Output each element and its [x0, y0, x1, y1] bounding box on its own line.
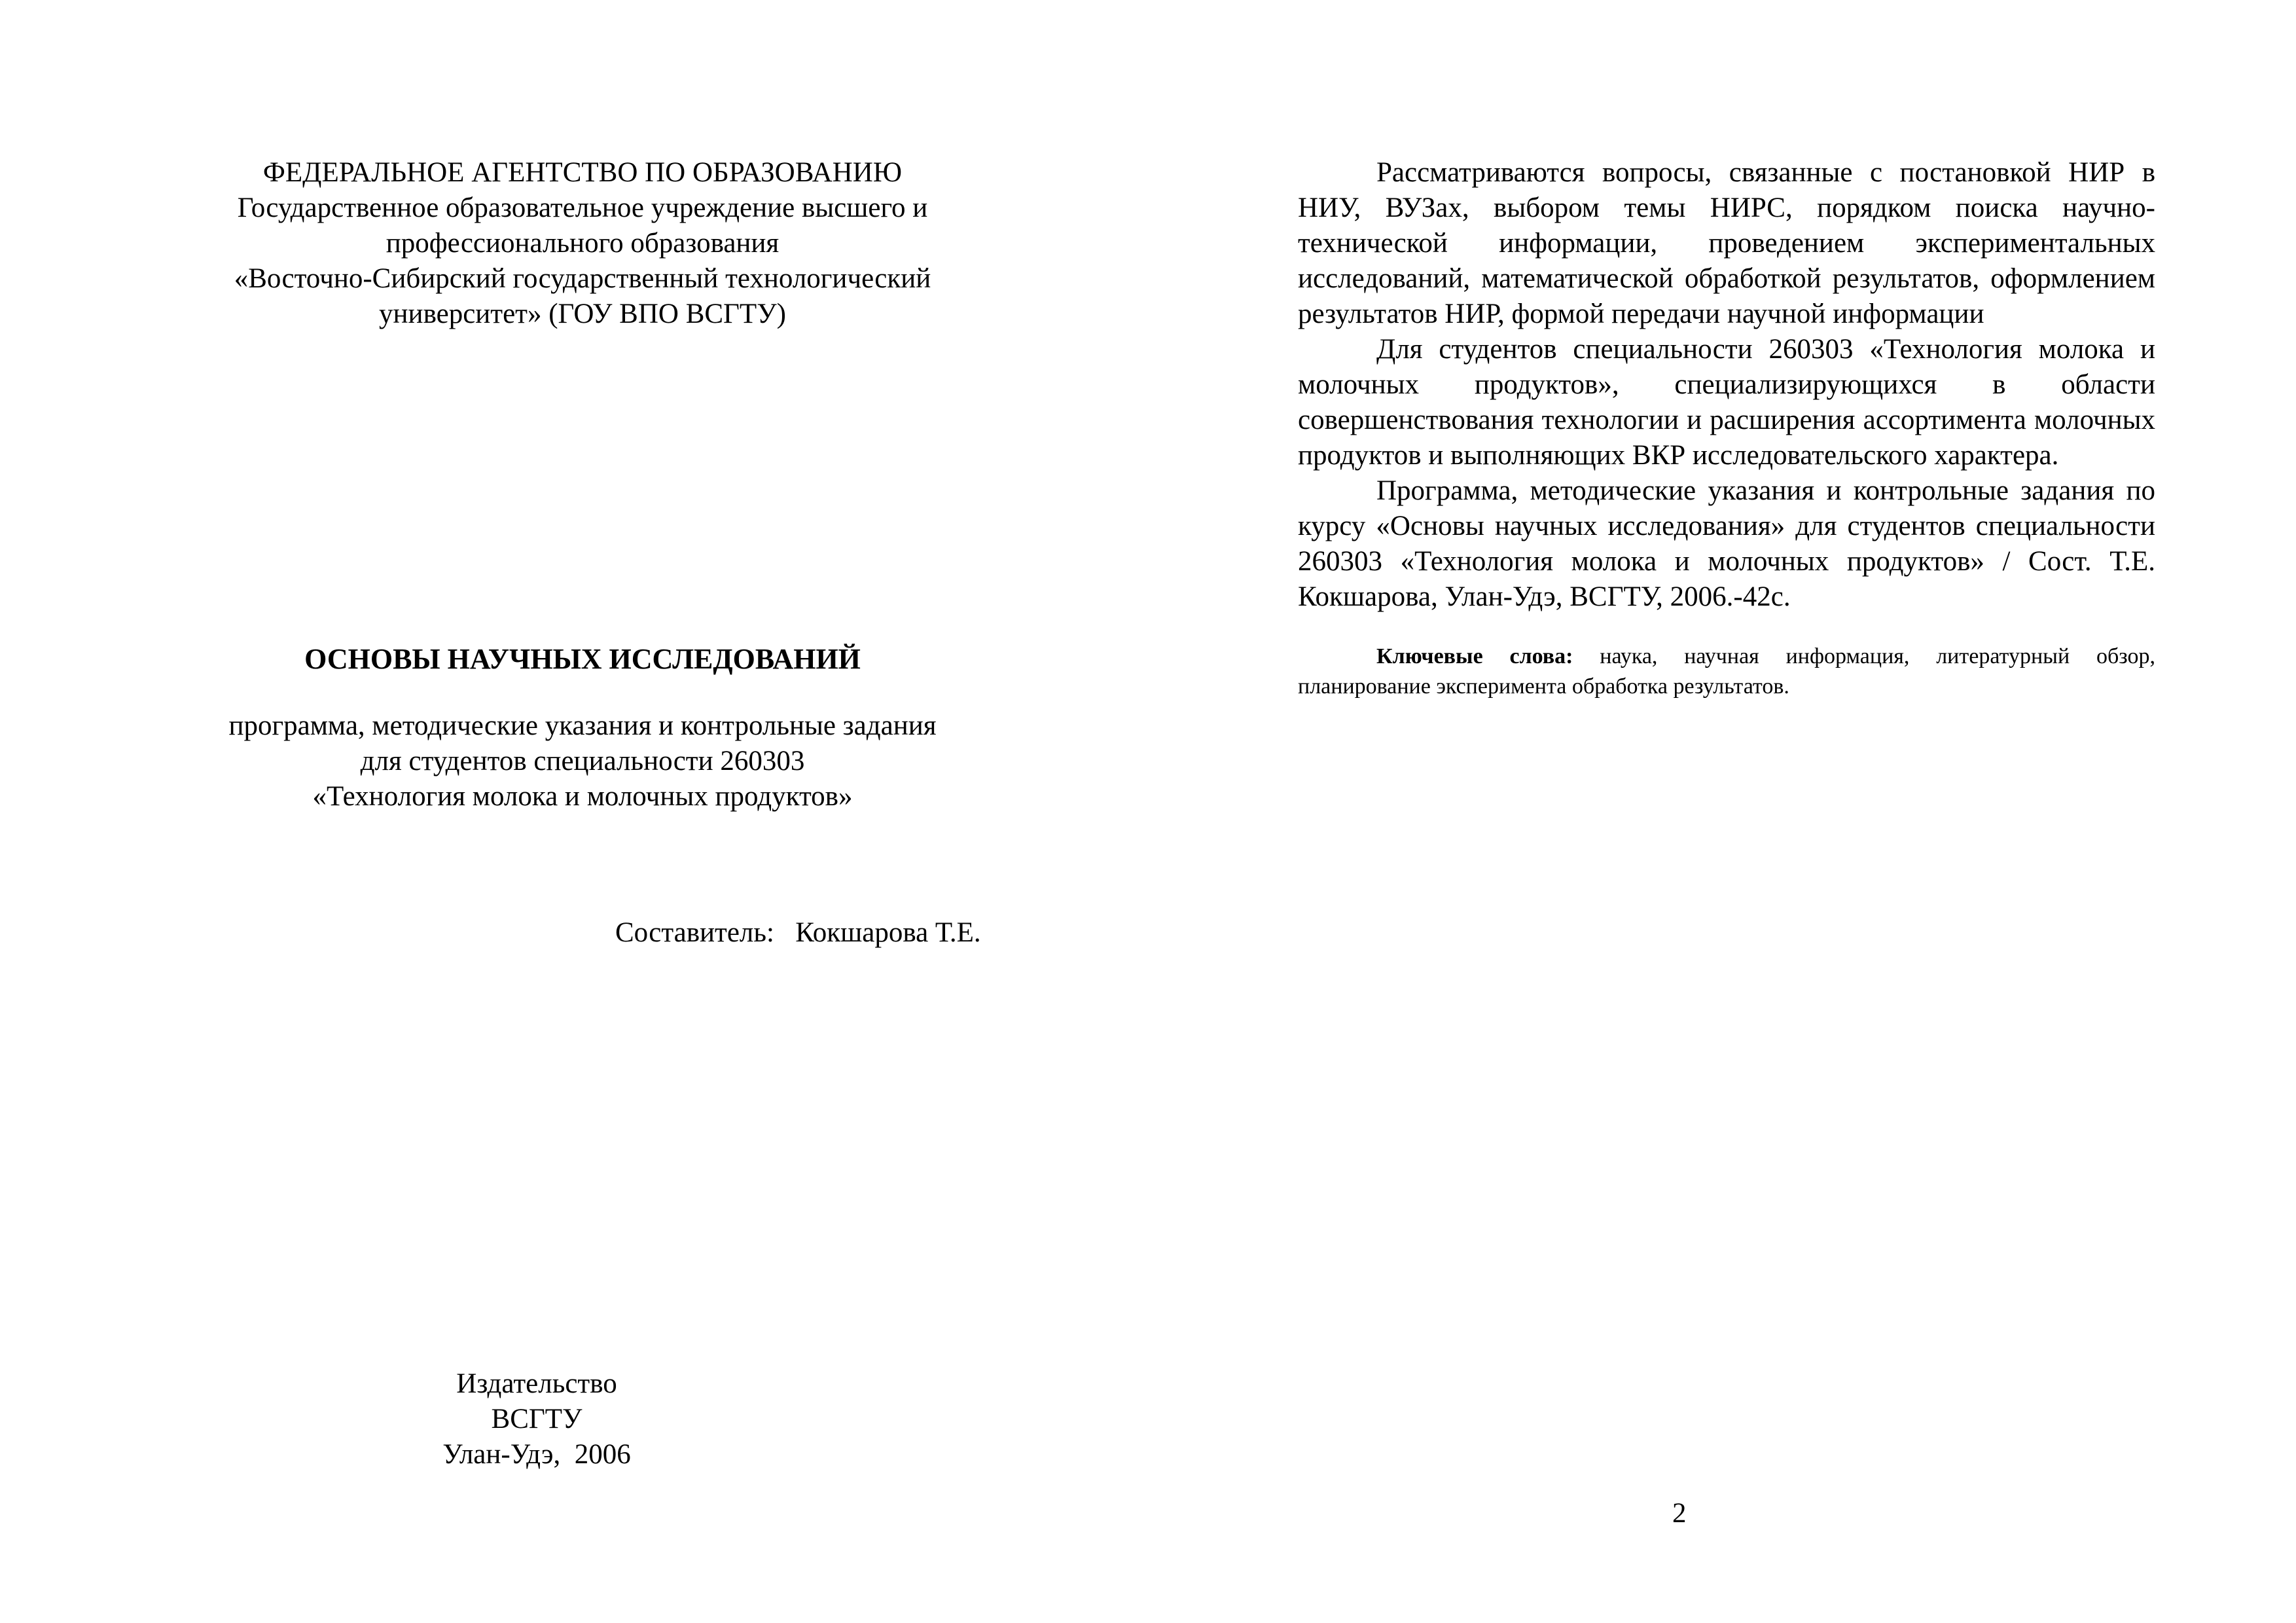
keywords-text: наука, научная информация, литературный обзор, планирование эксперимента обработка результатов. [1298, 644, 2156, 699]
city-year: Улан-Удэ, 2006 [442, 1439, 631, 1470]
abstract [1298, 155, 2155, 615]
institution-line-1: Государственное образовательное учреждение высшего и [237, 192, 928, 223]
abstract-paragraph: Для студентов специальности 260303 «Технология молока и молочных продуктов», специализирующихся в области совершенствования технологии и расширения ассортимента молочных продуктов и выполняющих ВКР исследовательского характера. [1298, 334, 2155, 471]
left-page [164, 147, 1001, 1522]
keywords-label: Ключевые слова: [1376, 644, 1573, 668]
publisher-block [412, 1366, 661, 1472]
institution-line-4: университет» (ГОУ ВПО ВСГТУ) [379, 299, 786, 329]
compiler-line [615, 915, 981, 951]
subtitle-line-1: программа, методические указания и контрольные задания [228, 710, 937, 741]
compiler-name: Кокшарова Т.Е. [795, 917, 981, 948]
institution-header [164, 155, 1001, 332]
page-number: 2 [1672, 1498, 1687, 1529]
abstract-paragraph: Рассматриваются вопросы, связанные с постановкой НИР в НИУ, ВУЗах, выбором темы НИРС, порядком поиска научно-технической информации, проведением экспериментальных исследований, математической обработкой результатов, оформлением результатов НИР, формой передачи научной информации [1298, 157, 2155, 329]
keywords [1298, 642, 2155, 702]
subtitle-line-2: для студентов специальности 260303 [360, 746, 805, 776]
subtitle-block [164, 708, 1001, 814]
institution-line-2: профессионального образования [386, 228, 780, 259]
institution-line-3: «Восточно-Сибирский государственный технологический [234, 263, 931, 294]
subtitle-line-3: «Технология молока и молочных продуктов» [312, 781, 853, 812]
abstract-paragraph: Программа, методические указания и контрольные задания по курсу «Основы научных исследования» для студентов специальности 260303 «Технология молока и молочных продуктов» / Сост. Т.Е. Кокшарова, Улан-Удэ, ВСГТУ, 2006.-42с. [1298, 475, 2155, 612]
compiler-label: Составитель: [615, 917, 774, 948]
publisher-name: Издательство ВСГТУ [456, 1368, 617, 1434]
right-page [1298, 147, 2155, 1522]
agency-name: ФЕДЕРАЛЬНОЕ АГЕНТСТВО ПО ОБРАЗОВАНИЮ [262, 157, 903, 188]
document-title: ОСНОВЫ НАУЧНЫХ ИССЛЕДОВАНИЙ [304, 643, 861, 675]
